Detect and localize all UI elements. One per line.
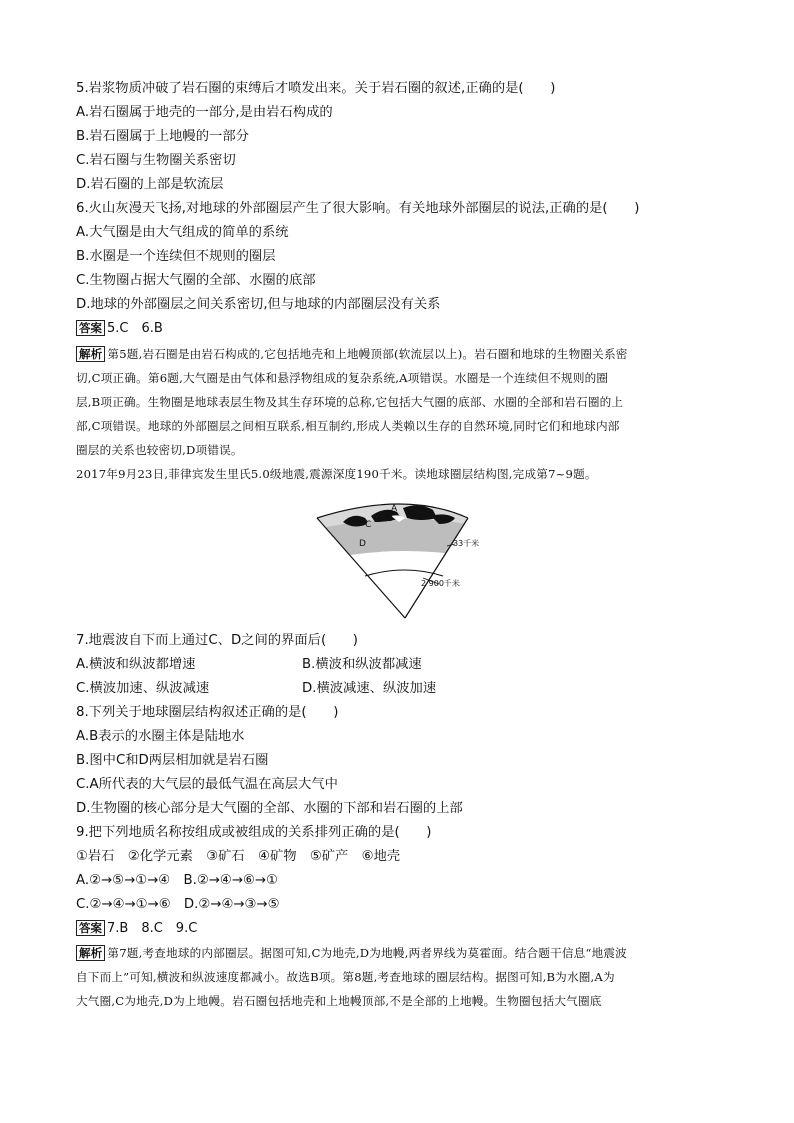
- explanation-block-1: [76, 345, 628, 363]
- explanation-line: 部,C项错误。地球的外部圈层之间相互联系,相互制约,形成人类赖以生存的自然环境,同时它们和地球内部: [76, 419, 620, 433]
- q6-option-d: D.地球的外部圈层之间关系密切,但与地球的内部圈层没有关系: [76, 297, 441, 312]
- depth-label-2900km: 2 900千米: [421, 579, 460, 588]
- q7-options-row-1: [76, 656, 422, 674]
- answer-text: 7.B 8.C 9.C: [107, 921, 198, 936]
- explanation-line: 大气圈,C为地壳,D为上地幔。岩石圈包括地壳和上地幔顶部,不是全部的上地幔。生物圈包括大气圈底: [76, 994, 602, 1008]
- q5-stem: 5.岩浆物质冲破了岩石圈的束缚后才喷发出来。关于岩石圈的叙述,正确的是( ): [76, 81, 556, 96]
- explanation-line: 圈层的关系也较密切,D项错误。: [76, 443, 243, 457]
- q8-stem: 8.下列关于地球圈层结构叙述正确的是( ): [76, 705, 339, 720]
- q7-option-c: C.横波加速、纵波减速: [76, 681, 210, 696]
- q5-option-b: B.岩石圈属于上地幔的一部分: [76, 129, 249, 144]
- answer-tag: 答案: [76, 320, 105, 336]
- q6-option-a: A.大气圈是由大气组成的简单的系统: [76, 225, 289, 240]
- q8-option-d: D.生物圈的核心部分是大气圈的全部、水圈的下部和岩石圈的上部: [76, 801, 463, 816]
- depth-label-33km: 33千米: [453, 539, 480, 548]
- q7-option-b: B.横波和纵波都减速: [302, 657, 422, 672]
- explanation-block-2: [76, 944, 627, 962]
- q7-option-d: D.横波减速、纵波加速: [302, 681, 437, 696]
- label-b: B: [387, 514, 394, 524]
- explanation-line: 第5题,岩石圈是由岩石构成的,它包括地壳和上地幔顶部(软流层以上)。岩石圈和地球的生物圈关系密: [107, 347, 628, 361]
- q6-stem: 6.火山灰漫天飞扬,对地球的外部圈层产生了很大影响。有关地球外部圈层的说法,正确的是( ): [76, 201, 640, 216]
- q5-option-c: C.岩石圈与生物圈关系密切: [76, 153, 236, 168]
- answer-block-2: [76, 920, 197, 938]
- q7-options-row-2: [76, 680, 437, 698]
- q9-options-row-2: C.②→④→①→⑥ D.②→④→③→⑤: [76, 897, 280, 912]
- label-a: A: [391, 504, 398, 514]
- q6-option-b: B.水圈是一个连续但不规则的圈层: [76, 249, 276, 264]
- q6-option-c: C.生物圈占据大气圈的全部、水圈的底部: [76, 273, 316, 288]
- explanation-line: 层,B项正确。生物圈是地球表层生物及其生存环境的总称,它包括大气圈的底部、水圈的全部和岩石圈的上: [76, 395, 624, 409]
- q8-option-a: A.B表示的水圈主体是陆地水: [76, 729, 245, 744]
- q9-items: ①岩石 ②化学元素 ③矿石 ④矿物 ⑤矿产 ⑥地壳: [76, 849, 401, 864]
- explanation-tag: 解析: [76, 346, 105, 362]
- label-d: D: [359, 539, 366, 549]
- q7-option-a: A.横波和纵波都增速: [76, 657, 196, 672]
- q8-option-c: C.A所代表的大气层的最低气温在高层大气中: [76, 777, 338, 792]
- q8-option-b: B.图中C和D两层相加就是岩石圈: [76, 753, 269, 768]
- answer-tag: 答案: [76, 920, 105, 936]
- q9-stem: 9.把下列地质名称按组成或被组成的关系排列正确的是( ): [76, 825, 432, 840]
- q5-option-a: A.岩石圈属于地壳的一部分,是由岩石构成的: [76, 105, 333, 120]
- answer-text: 5.C 6.B: [107, 321, 163, 336]
- answer-block-1: [76, 320, 163, 338]
- label-c: C: [365, 520, 372, 530]
- explanation-line: 切,C项正确。第6题,大气圈是由气体和悬浮物组成的复杂系统,A项错误。水圈是一个连续但不规则的圈: [76, 371, 609, 385]
- explanation-tag: 解析: [76, 945, 105, 961]
- q9-options-row-1: A.②→⑤→①→④ B.②→④→⑥→①: [76, 873, 278, 888]
- q5-option-d: D.岩石圈的上部是软流层: [76, 177, 224, 192]
- intro-text: 2017年9月23日,菲律宾发生里氏5.0级地震,震源深度190千米。读地球圈层结构图,完成第7~9题。: [76, 467, 597, 481]
- earth-layer-diagram: [305, 494, 505, 624]
- explanation-line: 自下而上”可知,横波和纵波速度都减小。故选B项。第8题,考查地球的圈层结构。据图可知,B为水圈,A为: [76, 970, 615, 984]
- q7-stem: 7.地震波自下而上通过C、D之间的界面后( ): [76, 633, 358, 648]
- explanation-line: 第7题,考查地球的内部圈层。据图可知,C为地壳,D为地幔,两者界线为莫霍面。结合题干信息“地震波: [107, 946, 627, 960]
